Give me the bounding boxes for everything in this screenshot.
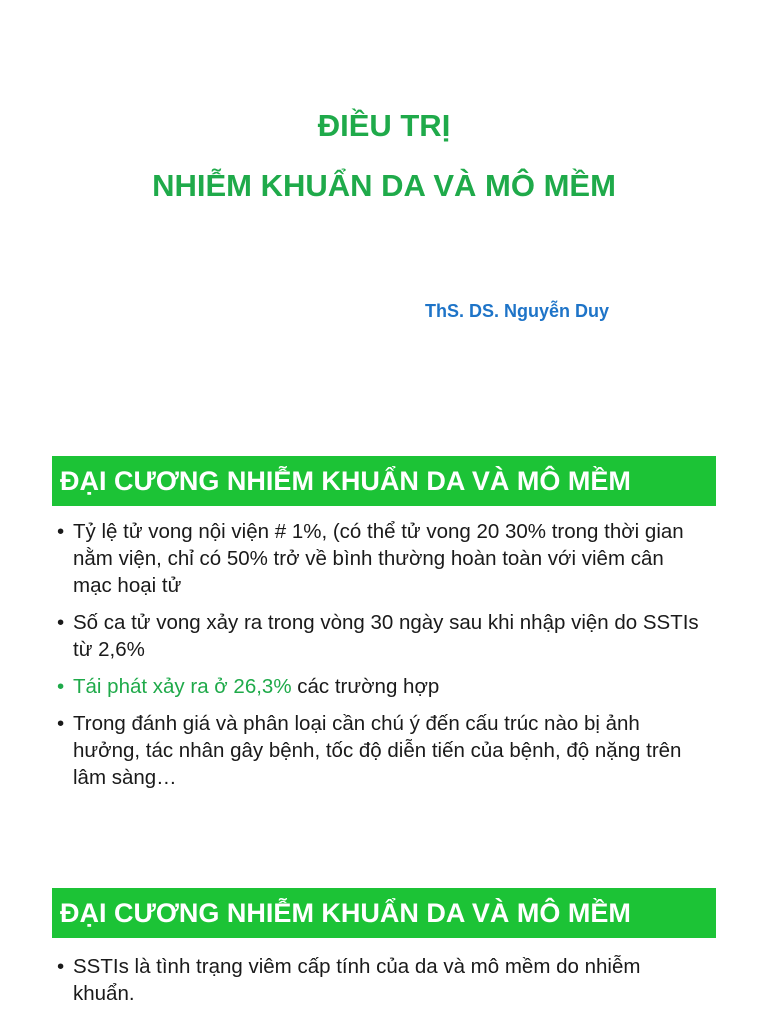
bullet-mark: • — [57, 675, 65, 698]
document-title-line-1: ĐIỀU TRỊ — [317, 108, 451, 143]
bullet-item-recurrence — [56, 673, 706, 700]
bullet-item-ssti-definition — [56, 953, 706, 1007]
bullet-mark: • — [57, 955, 65, 978]
author-name: ThS. DS. Nguyễn Duy — [425, 301, 610, 321]
document-title-line-2: NHIỄM KHUẨN DA VÀ MÔ MỀM — [152, 168, 616, 203]
bullet-text: Số ca tử vong xảy ra trong vòng 30 ngày sau khi nhập viện do SSTIs từ 2,6% — [73, 611, 699, 661]
section-1-bullet-list — [56, 518, 706, 801]
bullet-text: các trường hợp — [291, 675, 440, 698]
bullet-text: Trong đánh giá và phân loại cần chú ý đến cấu trúc nào bị ảnh hưởng, tác nhân gây bệnh, tốc độ diễn tiến của bệnh, độ nặng trên lâm sàng… — [73, 712, 682, 789]
bullet-highlight-text: Tái phát xảy ra ở 26,3% — [73, 675, 292, 698]
section-2-bullet-list — [56, 953, 706, 1017]
bullet-mark: • — [57, 611, 65, 634]
section-header-overview-2: ĐẠI CƯƠNG NHIỄM KHUẨN DA VÀ MÔ MỀM — [52, 888, 716, 938]
bullet-mark: • — [57, 520, 65, 543]
bullet-text: Tỷ lệ tử vong nội viện # 1%, (có thể tử vong 20 30% trong thời gian nằm viện, chỉ có 50% trở về bình thường hoàn toàn với viêm cân mạc hoại tử — [73, 520, 684, 597]
bullet-text: SSTIs là tình trạng viêm cấp tính của da và mô mềm do nhiễm khuẩn. — [73, 955, 641, 1005]
bullet-item-death-count — [56, 609, 706, 663]
bullet-item-assessment — [56, 710, 706, 791]
bullet-mark: • — [57, 712, 65, 735]
bullet-item-mortality-rate — [56, 518, 706, 599]
section-header-overview-1: ĐẠI CƯƠNG NHIỄM KHUẨN DA VÀ MÔ MỀM — [52, 456, 716, 506]
